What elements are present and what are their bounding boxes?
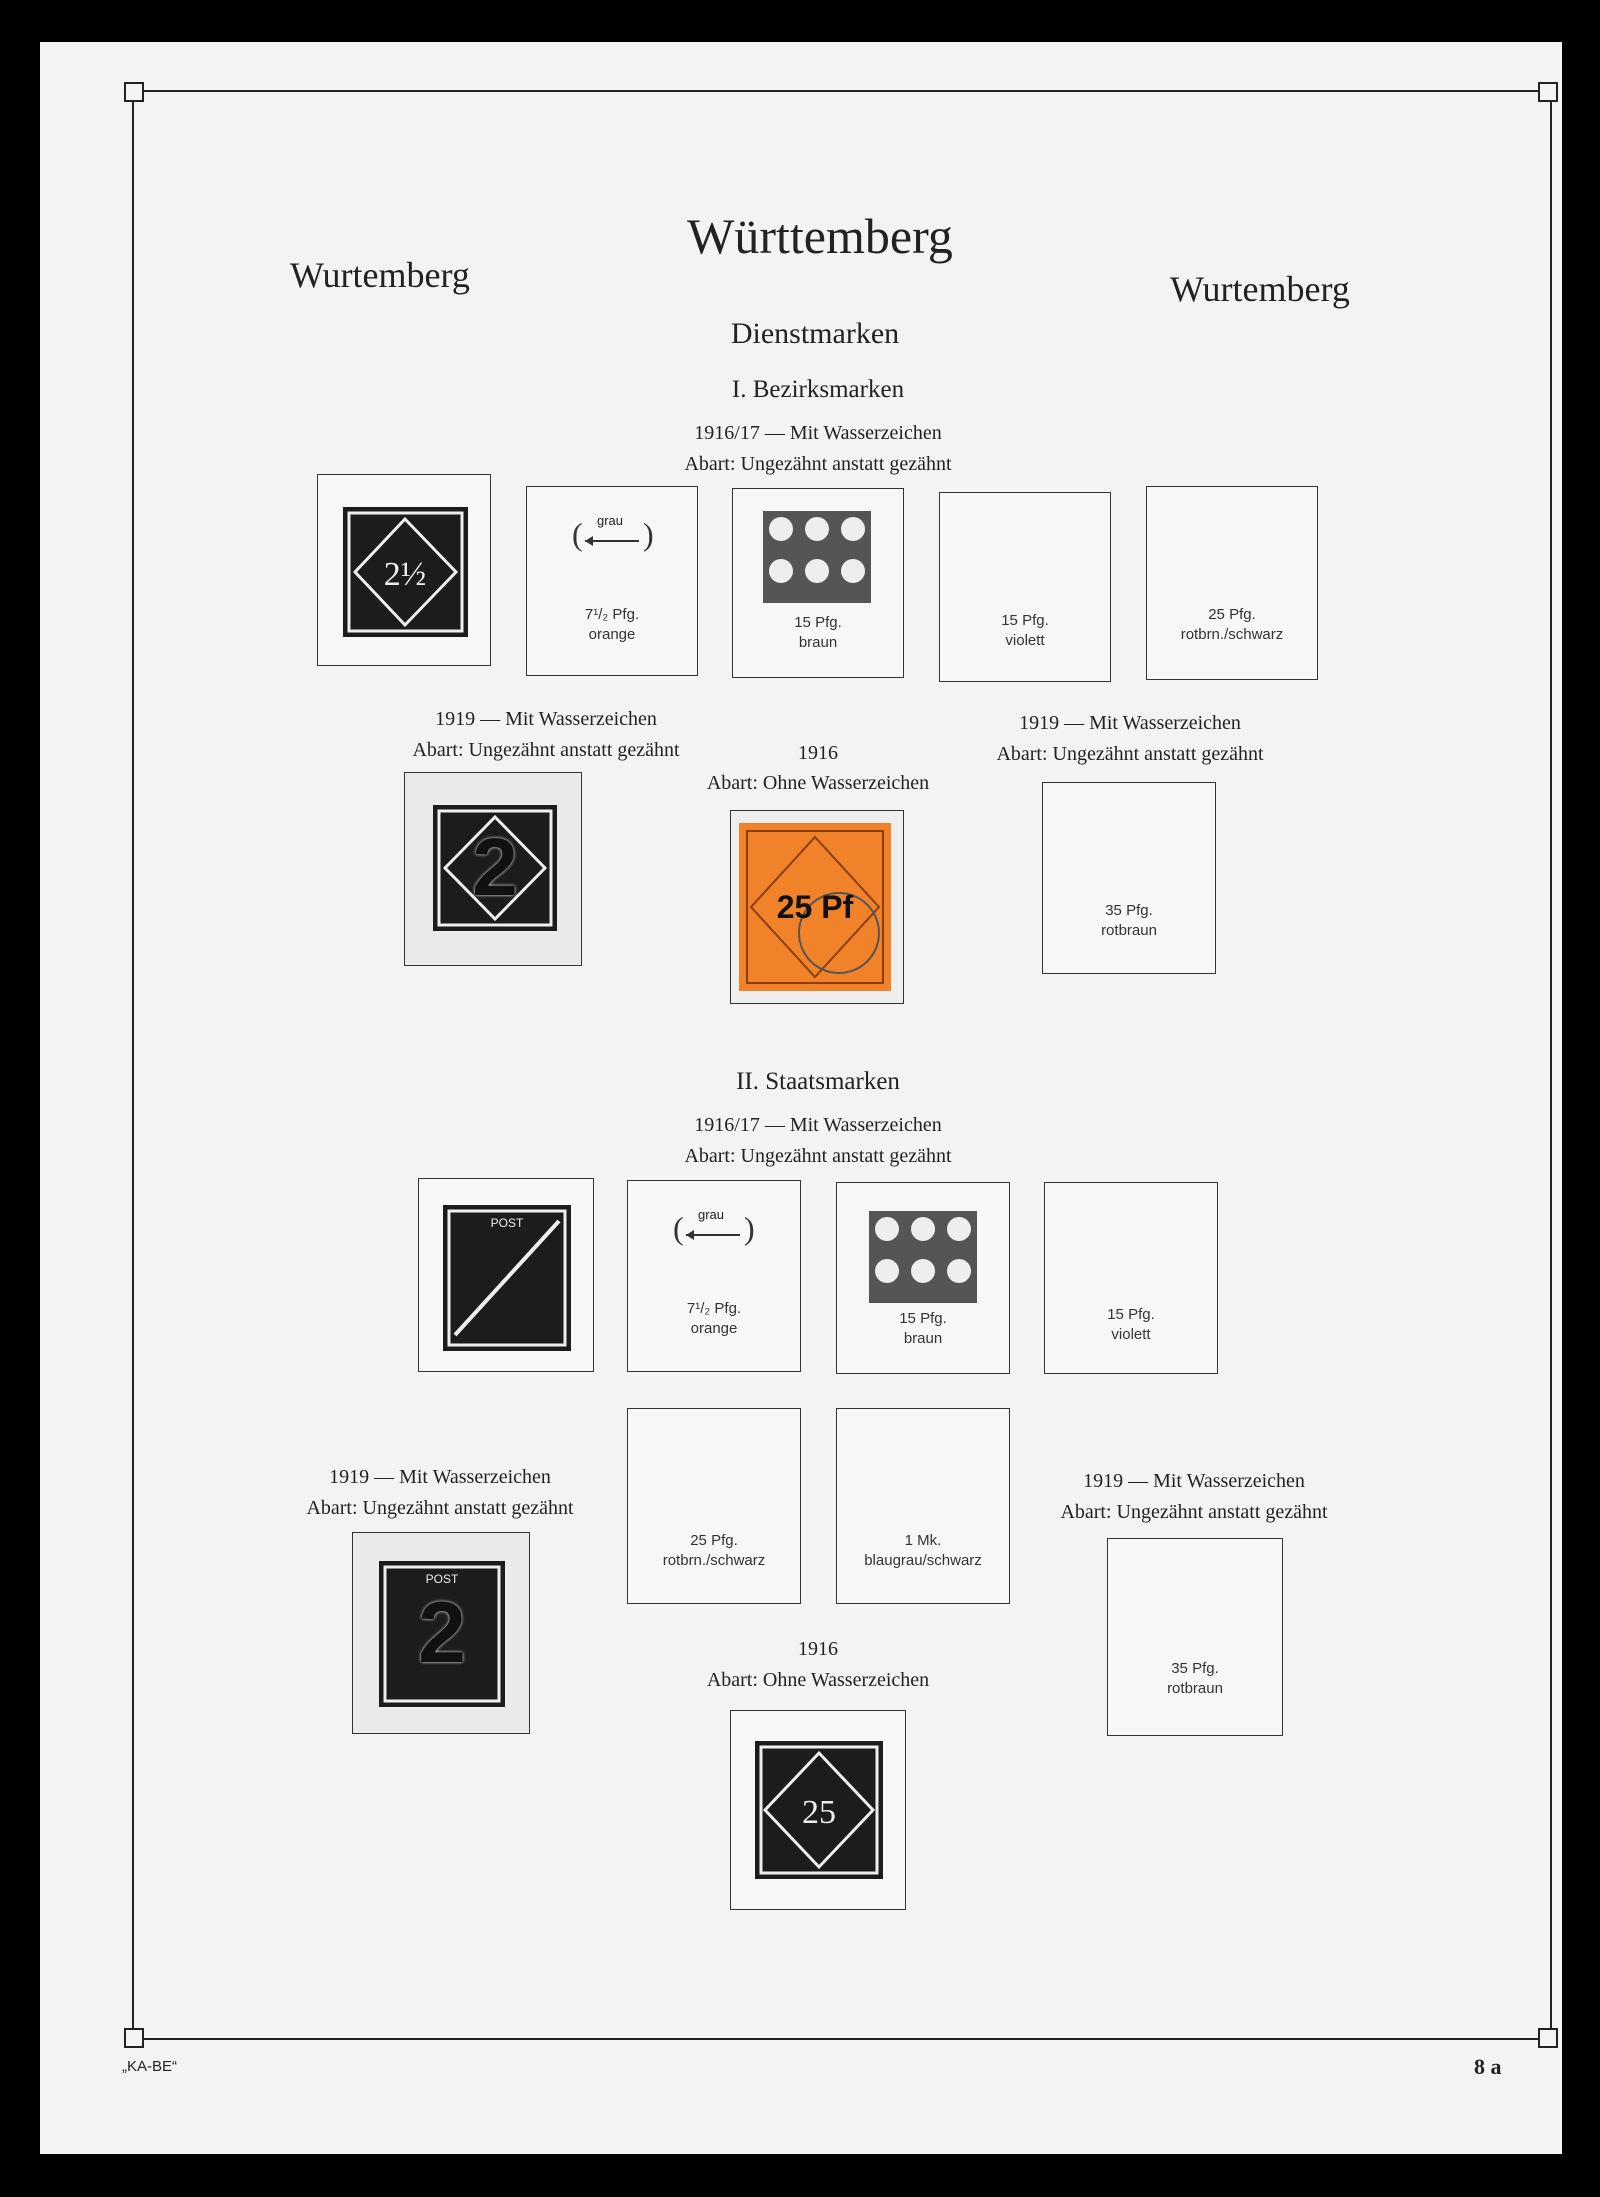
page-number: 8 a [1474,2054,1502,2079]
stamp-image [433,805,557,931]
slot-label: 15 Pfg. [794,614,842,631]
caption: Abart: Ungezähnt anstatt gezähnt [684,453,952,475]
border-corner [124,82,144,102]
svg-text:): ) [643,516,654,552]
caption: Abart: Ungezähnt anstatt gezähnt [412,739,680,761]
slot-label: 7¹/₂ Pfg. [584,606,640,623]
slot-label: 1 Mk. [904,1532,942,1549]
caption: Abart: Ungezähnt anstatt gezähnt [306,1497,574,1519]
stamp-digit: 2 [472,822,518,913]
border-corner [1538,2028,1558,2048]
svg-text:POST: POST [490,1216,524,1230]
stamp-image [379,1561,505,1707]
slot-label: 35 Pfg. [1171,1660,1219,1677]
caption: Abart: Ohne Wasserzeichen [706,1669,930,1691]
slot-label: rotbrn./schwarz [662,1552,766,1569]
slot-label: 35 Pfg. [1105,902,1153,919]
caption: 1919 — Mit Wasserzeichen [1083,1470,1305,1492]
stamp-slot [1042,782,1216,974]
watermark-pattern [763,511,871,603]
caption: 1916 [798,742,838,764]
caption: 1916 [798,1638,838,1660]
caption: 1919 — Mit Wasserzeichen [435,708,657,730]
caption: Abart: Ungezähnt anstatt gezähnt [996,743,1264,765]
stamp-slot [836,1408,1010,1604]
stamp-slot [730,1710,906,1910]
stamp-image [343,507,468,637]
caption: 1916/17 — Mit Wasserzeichen [694,422,942,444]
section-heading: I. Bezirksmarken [731,376,905,403]
svg-text:(: ( [572,516,583,552]
subtitle: Dienstmarken [730,317,900,350]
stamp-slot [1146,486,1318,680]
stamp-slot [1107,1538,1283,1736]
svg-text:2½: 2½ [383,556,427,593]
stamp-digit: 2 [418,1585,466,1681]
stamp-slot [418,1178,594,1372]
stamp-slot [732,488,904,678]
stamp-slot [404,772,582,966]
slot-label: rotbraun [1101,922,1157,939]
stamp-slot [352,1532,530,1734]
border-corner [1538,82,1558,102]
stamp-slot [939,492,1111,682]
slot-label: blaugrau/schwarz [864,1552,982,1569]
stamp-image [755,1741,883,1879]
watermark-label: grau [597,513,624,528]
stamp-overprint: 25 Pf [776,889,854,925]
caption: 1919 — Mit Wasserzeichen [1019,712,1241,734]
svg-text:): ) [744,1210,755,1246]
stamp-slot [836,1182,1010,1374]
slot-label: violett [1005,632,1045,649]
caption: Abart: Ungezähnt anstatt gezähnt [684,1145,952,1167]
stamp-slot [627,1180,801,1372]
page-title: Württemberg [687,208,953,264]
slot-label: orange [588,626,636,643]
stamp-slot [730,810,904,1004]
caption: Abart: Ohne Wasserzeichen [706,772,930,794]
svg-text:25: 25 [802,1794,836,1831]
right-title: Wurtemberg [1170,269,1350,309]
slot-label: rotbraun [1167,1680,1223,1697]
slot-label: 7¹/₂ Pfg. [686,1300,742,1317]
caption: 1919 — Mit Wasserzeichen [329,1466,551,1488]
slot-label: 25 Pfg. [1208,606,1256,623]
left-title: Wurtemberg [290,255,470,295]
stamp-slot [526,486,698,676]
watermark-label: grau [698,1207,725,1222]
svg-text:POST: POST [425,1572,459,1586]
border-corner [124,2028,144,2048]
slot-label: orange [690,1320,738,1337]
watermark-pattern [869,1211,977,1303]
stamp-image-orange [739,823,891,991]
svg-text:(: ( [673,1210,684,1246]
album-page [40,42,1562,2154]
stamp-slot [317,474,491,666]
caption: Abart: Ungezähnt anstatt gezähnt [1060,1501,1328,1523]
slot-label: rotbrn./schwarz [1180,626,1284,643]
slot-label: 25 Pfg. [690,1532,738,1549]
stamp-slot [627,1408,801,1604]
slot-label: violett [1111,1326,1151,1343]
slot-label: 15 Pfg. [899,1310,947,1327]
slot-label: 15 Pfg. [1001,612,1049,629]
stamp-slot [1044,1182,1218,1374]
slot-label: braun [903,1330,943,1347]
stamp-image [443,1205,571,1351]
slot-label: 15 Pfg. [1107,1306,1155,1323]
caption: 1916/17 — Mit Wasserzeichen [694,1114,942,1136]
publisher-mark: „KA-BE“ [122,2058,178,2075]
slot-label: braun [798,634,838,651]
section-heading: II. Staatsmarken [736,1068,900,1095]
